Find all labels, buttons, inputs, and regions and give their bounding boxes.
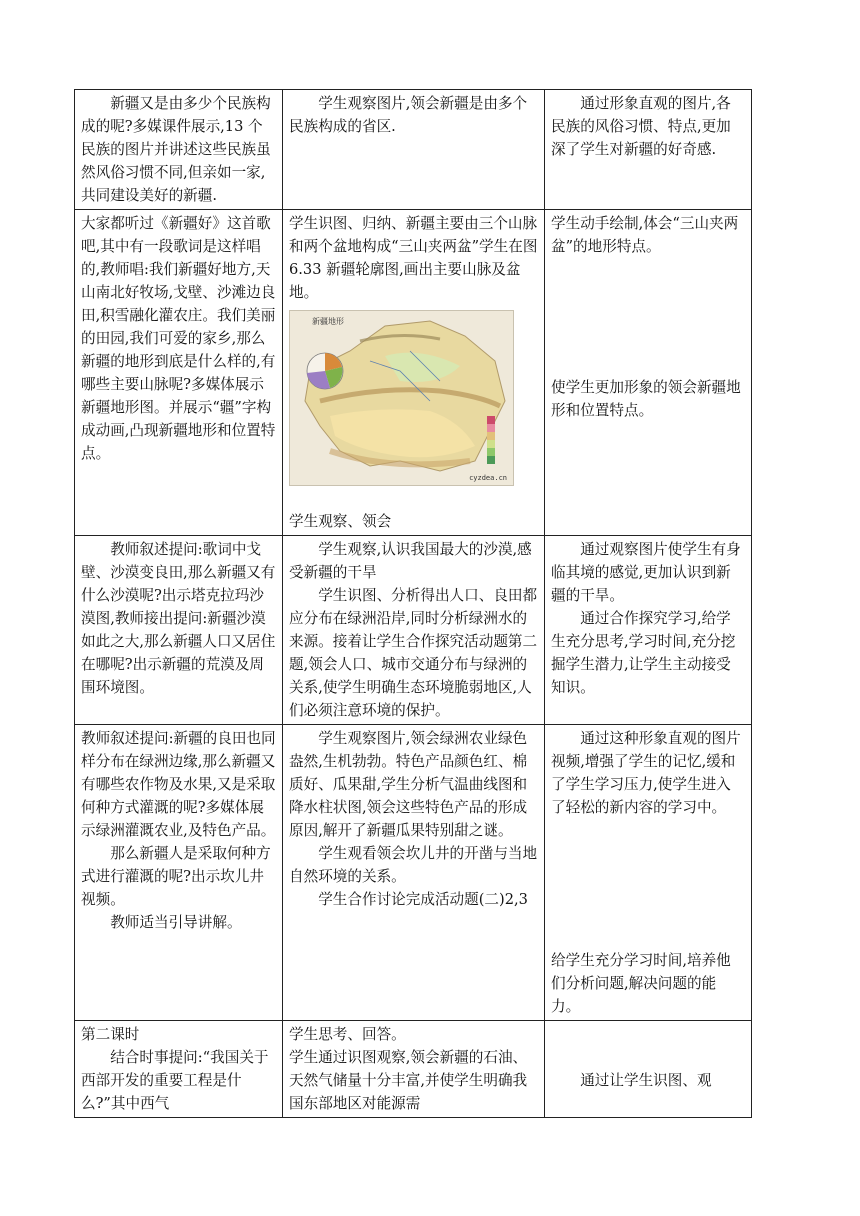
paragraph: 学生思考、回答。	[289, 1026, 406, 1043]
paragraph: 教师叙述提问:歌词中戈壁、沙漠变良田,那么新疆又有什么沙漠呢?出示塔克拉玛沙漠图,教师接出提问:新疆沙漠如此之大,那么新疆人口又居住在哪呢?出示新疆的荒漠及周围环境图。	[81, 541, 276, 696]
student-activity-cell	[283, 1021, 545, 1118]
paragraph: 学生通过识图观察,领会新疆的石油、天然气储量十分丰富,并使学生明确我国东部地区对能源需	[289, 1049, 528, 1112]
paragraph: 学生合作讨论完成活动题(二)2,3	[318, 891, 528, 908]
map-watermark: cyzdea.cn	[469, 474, 507, 482]
design-intent-cell	[545, 725, 752, 1021]
spacer	[551, 258, 745, 376]
paragraph: 结合时事提问:“我国关于西部开发的重要工程是什么?”其中西气	[81, 1049, 269, 1112]
teacher-activity-cell	[75, 536, 283, 725]
paragraph: 学生识图、分析得出人口、良田都应分布在绿洲沿岸,同时分析绿洲水的来源。接着让学生合作探究活动题第二题,领会人口、城市交通分布与绿洲的关系,使学生明确生态环境脆弱地区,人们必须注意环境的保护。	[289, 587, 538, 719]
paragraph: 学生识图、归纳、新疆主要由三个山脉和两个盆地构成“三山夹两盆”学生在图 6.33 新疆轮廓图,画出主要山脉及盆地。	[289, 215, 538, 301]
paragraph: 学生动手绘制,体会“三山夹两盆”的地形特点。	[551, 215, 739, 255]
paragraph: 通过形象直观的图片,各民族的风俗习惯、特点,更加深了学生对新疆的好奇感.	[551, 95, 731, 158]
paragraph: 通过让学生识图、观	[580, 1072, 712, 1089]
table-row	[75, 1021, 752, 1118]
paragraph: 给学生充分学习时间,培养他们分析问题,解决问题的能力。	[551, 952, 731, 1015]
design-intent-cell	[545, 210, 752, 536]
paragraph: 学生观看领会坎儿井的开凿与当地自然环境的关系。	[289, 845, 538, 885]
teacher-activity-cell	[75, 210, 283, 536]
table-row	[75, 725, 752, 1021]
paragraph: 学生观察图片,领会新疆是由多个民族构成的省区.	[289, 95, 528, 135]
design-intent-cell	[545, 1021, 752, 1118]
paragraph: 新疆又是由多少个民族构成的呢?多媒课件展示,13 个民族的图片并讲述这些民族虽然风俗习惯不同,但亲如一家,共同建设美好的新疆.	[81, 95, 271, 204]
teacher-activity-cell	[75, 725, 283, 1021]
student-activity-cell	[283, 536, 545, 725]
teacher-activity-cell	[75, 90, 283, 210]
design-intent-cell	[545, 90, 752, 210]
paragraph: 通过这种形象直观的图片视频,增强了学生的记忆,缓和了学生学习压力,使学生进入了轻松的新内容的学习中。	[551, 730, 741, 816]
paragraph: 大家都听过《新疆好》这首歌吧,其中有一段歌词是这样唱的,教师唱:我们新疆好地方,天山南北好牧场,戈壁、沙滩边良田,积雪融化灌农庄。我们美丽的田园,我们可爱的家乡,那么新疆的地形到底是什么样的,有哪些主要山脉呢?多媒体展示新疆地形图。并展示“疆”字构成动画,凸现新疆地形和位置特点。	[81, 215, 276, 462]
paragraph: 学生观察图片,领会绿洲农业绿色盎然,生机勃勃。特色产品颜色红、棉质好、瓜果甜,学生分析气温曲线图和降水柱状图,领会这些特色产品的形成原因,解开了新疆瓜果特别甜之谜。	[289, 730, 528, 839]
table-row	[75, 210, 752, 536]
lesson-period-heading: 第二课时	[81, 1026, 140, 1043]
student-activity-cell	[283, 725, 545, 1021]
table-row	[75, 90, 752, 210]
paragraph: 教师叙述提问:新疆的良田也同样分布在绿洲边缘,那么新疆又有哪些农作物及水果,又是采取何种方式灌溉的呢?多媒体展示绿洲灌溉农业,及特色产品。	[81, 730, 276, 839]
paragraph: 教师适当引导讲解。	[110, 914, 242, 931]
map-title: 新疆地形	[312, 317, 344, 326]
paragraph: 学生观察、领会	[289, 513, 392, 530]
paragraph: 那么新疆人是采取何种方式进行灌溉的呢?出示坎儿井视频。	[81, 845, 271, 908]
spacer	[551, 1023, 745, 1069]
design-intent-cell	[545, 536, 752, 725]
spacer	[551, 819, 745, 949]
terrain-map-graphic	[290, 311, 513, 485]
student-activity-cell	[283, 210, 545, 536]
paragraph: 使学生更加形象的领会新疆地形和位置特点。	[551, 379, 741, 419]
table-row	[75, 536, 752, 725]
lesson-plan-table	[74, 89, 752, 1118]
teacher-activity-cell	[75, 1021, 283, 1118]
paragraph: 通过观察图片使学生有身临其境的感觉,更加认识到新疆的干旱。	[551, 541, 741, 604]
paragraph: 学生观察,认识我国最大的沙漠,感受新疆的干旱	[289, 541, 532, 581]
xinjiang-terrain-map-image	[289, 310, 514, 486]
student-activity-cell	[283, 90, 545, 210]
paragraph: 通过合作探究学习,给学生充分思考,学习时间,充分挖掘学生潜力,让学生主动接受知识。	[551, 610, 736, 696]
